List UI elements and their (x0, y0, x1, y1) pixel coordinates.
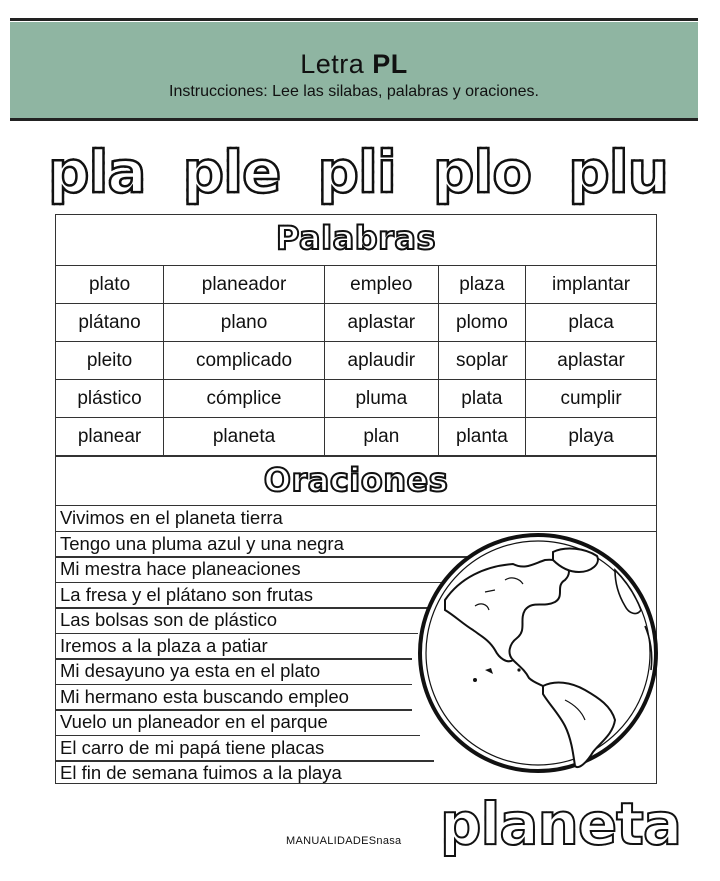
syllable-plo: plo (432, 138, 532, 206)
word-cell: empleo (324, 266, 438, 304)
word-cell: plata (438, 380, 525, 418)
syllable-pla: pla (48, 138, 146, 206)
word-cell: plátano (56, 304, 164, 342)
word-cell: implantar (526, 266, 656, 304)
sentences-section-header (56, 456, 656, 506)
sentence-line: Iremos a la plaza a patiar (60, 634, 268, 656)
title-letters: PL (372, 49, 408, 79)
brand-credit: MANUALIDADESnasa (286, 835, 402, 847)
sentences-section-title: Oraciones (263, 461, 449, 499)
word-cell: plomo (438, 304, 525, 342)
word-cell: cómplice (164, 380, 325, 418)
sentence-line: Vuelo un planeador en el parque (60, 711, 328, 732)
sentence-line: Mi desayuno ya esta en el plato (60, 660, 321, 681)
title-prefix: Letra (300, 49, 365, 79)
sentence-line: La fresa y el plátano son frutas (60, 583, 313, 605)
word-cell: plaza (438, 266, 525, 304)
sentence-line: Las bolsas son de plástico (60, 609, 277, 630)
word-cell: planeador (164, 266, 325, 304)
footer-word: planeta (440, 790, 682, 858)
sentence-line: Vivimos en el planeta tierra (60, 507, 283, 528)
sentence-line: El carro de mi papá tiene placas (60, 736, 325, 758)
word-cell: aplastar (324, 304, 438, 342)
word-cell: aplastar (526, 342, 656, 380)
header-top-line (10, 18, 698, 21)
syllables-row (48, 132, 668, 212)
sentence-line: Tengo una pluma azul y una negra (60, 532, 344, 554)
words-row (56, 304, 656, 342)
syllable-pli: pli (317, 138, 396, 206)
words-row (56, 342, 656, 380)
words-row (56, 418, 656, 456)
words-row (56, 380, 656, 418)
words-table (56, 266, 656, 456)
word-cell: plástico (56, 380, 164, 418)
header-banner (10, 22, 698, 118)
word-cell: complicado (164, 342, 325, 380)
word-cell: playa (526, 418, 656, 456)
words-section-header (56, 215, 656, 266)
instructions: Instrucciones: Lee las silabas, palabras y oraciones. (169, 83, 539, 100)
syllable-ple: ple (182, 138, 281, 206)
word-cell: plan (324, 418, 438, 456)
word-cell: planear (56, 418, 164, 456)
earth-globe-icon (415, 530, 661, 776)
word-cell: cumplir (526, 380, 656, 418)
header-bottom-line (10, 118, 698, 121)
word-cell: planta (438, 418, 525, 456)
sentence-line: Mi hermano esta buscando empleo (60, 685, 349, 707)
words-row (56, 266, 656, 304)
word-cell: placa (526, 304, 656, 342)
page-title (10, 49, 698, 80)
word-cell: plano (164, 304, 325, 342)
word-cell: soplar (438, 342, 525, 380)
sentence-line: El fin de semana fuimos a la playa (60, 762, 342, 783)
word-cell: pleito (56, 342, 164, 380)
words-section-title: Palabras (275, 219, 437, 257)
syllable-plu: plu (568, 138, 668, 206)
word-cell: aplaudir (324, 342, 438, 380)
sentence-line: Mi mestra hace planeaciones (60, 558, 301, 579)
word-cell: pluma (324, 380, 438, 418)
word-cell: planeta (164, 418, 325, 456)
word-cell: plato (56, 266, 164, 304)
